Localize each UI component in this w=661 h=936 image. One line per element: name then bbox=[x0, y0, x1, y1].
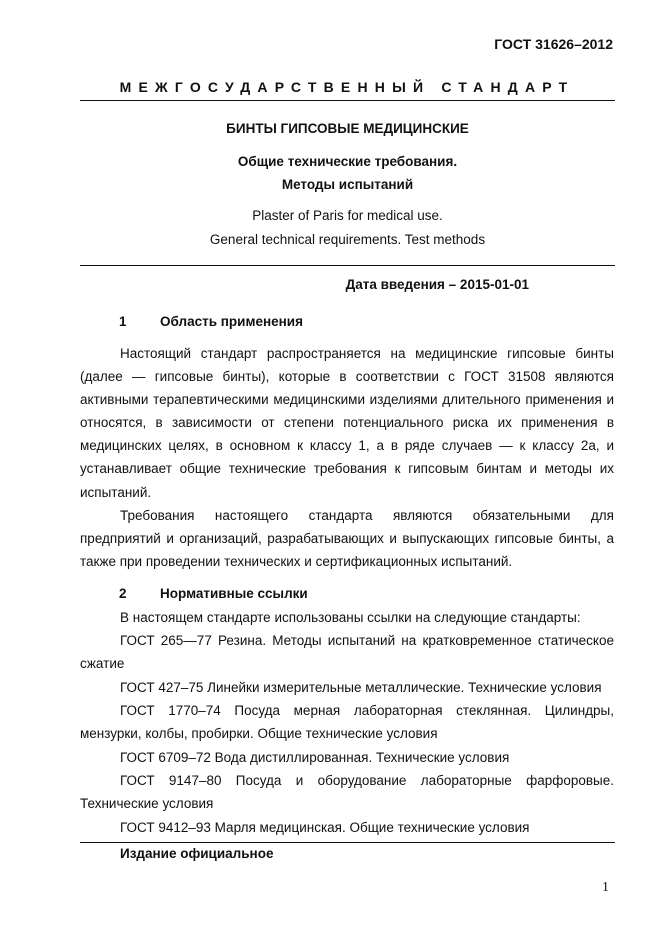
standard-number: ГОСТ 31626–2012 bbox=[494, 36, 613, 52]
section-2-intro: В настоящем стандарте использованы ссылки на следующие стандарты: bbox=[120, 610, 581, 625]
effective-date: Дата введения – 2015-01-01 bbox=[345, 277, 529, 292]
english-title-line-2: General technical requirements. Test methods bbox=[209, 232, 486, 247]
section-2-number: 2 bbox=[119, 586, 127, 601]
footer-divider bbox=[80, 842, 615, 843]
section-1-paragraph-2 bbox=[80, 504, 614, 573]
reference-2: ГОСТ 427–75 Линейки измерительные металлические. Технические условия bbox=[120, 680, 602, 695]
reference-6: ГОСТ 9412–93 Марля медицинская. Общие технические условия bbox=[120, 820, 530, 835]
section-1-paragraph-1-text: Настоящий стандарт распространяется на медицинские гипсовые бинты (далее — гипсовые бинты), которые в соответствии с ГОСТ 31508 являются активными терапевтическими медицинскими изделиями длительного применения и относятся, в зависимости от степени потенциального риска их применения в медицинских целях, в основном к классу 1, а в ряде случаев — к классу 2а, и устанавливает общие технические требования к гипсовым бинтам и методы их испытаний. bbox=[80, 346, 614, 500]
standard-type-banner: МЕЖГОСУДАРСТВЕННЫЙ СТАНДАРТ bbox=[119, 79, 575, 95]
reference-1-line-2: сжатие bbox=[80, 656, 125, 671]
reference-1-line-1: ГОСТ 265—77 Резина. Методы испытаний на кратковременное статическое bbox=[120, 633, 614, 648]
section-1-paragraph-2-text: Требования настоящего стандарта являются обязательными для предприятий и организаций, разрабатывающих и выпускающих гипсовые бинты, а также при проведении технических и сертификационных испытаний. bbox=[80, 508, 614, 570]
document-title: БИНТЫ ГИПСОВЫЕ МЕДИЦИНСКИЕ bbox=[226, 121, 469, 136]
section-1-paragraph-1 bbox=[80, 342, 614, 504]
subtitle-line-1: Общие технические требования. bbox=[237, 154, 458, 169]
official-edition-label: Издание официальное bbox=[120, 846, 274, 861]
title-divider bbox=[80, 265, 615, 266]
reference-3-line-2: мензурки, колбы, пробирки. Общие технические условия bbox=[80, 726, 438, 741]
english-title-line-1: Plaster of Paris for medical use. bbox=[252, 208, 443, 223]
reference-3-line-1: ГОСТ 1770–74 Посуда мерная лабораторная стеклянная. Цилиндры, bbox=[120, 703, 614, 718]
banner-divider bbox=[80, 100, 615, 101]
section-1-number: 1 bbox=[119, 314, 127, 329]
section-2-title: Нормативные ссылки bbox=[160, 586, 308, 601]
reference-4: ГОСТ 6709–72 Вода дистиллированная. Технические условия bbox=[120, 750, 510, 765]
section-1-title: Область применения bbox=[160, 314, 303, 329]
subtitle-line-2: Методы испытаний bbox=[281, 177, 414, 192]
reference-5-line-1: ГОСТ 9147–80 Посуда и оборудование лабораторные фарфоровые. bbox=[120, 773, 614, 788]
reference-5-line-2: Технические условия bbox=[80, 796, 214, 811]
page-number: 1 bbox=[602, 880, 609, 895]
